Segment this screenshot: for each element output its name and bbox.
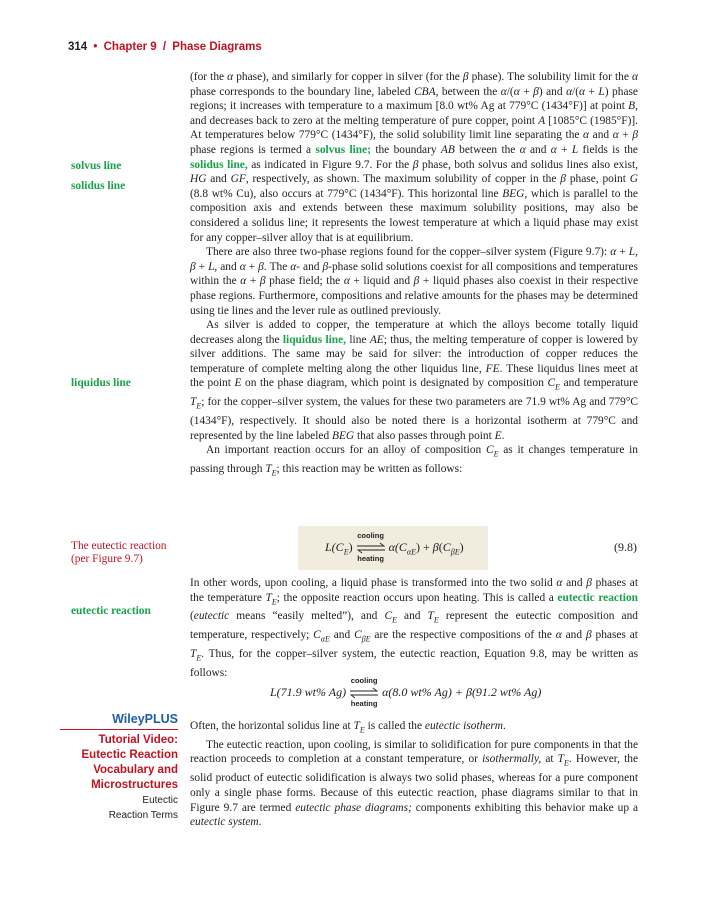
margin-note-eutectic-reaction-2: (per Figure 9.7) — [71, 553, 143, 565]
tutorial-title-3[interactable]: Microstructures — [91, 779, 178, 791]
arrow-label-heating: heating — [357, 554, 384, 564]
reversible-arrow-icon — [356, 531, 386, 564]
paragraph-eutectic-system: The eutectic reaction, upon cooling, is similar to solidification for pure components in that the reaction proceeds to completion at a constant temperature, or isothermally, at $T_E$. However, the solid product of eutectic solidification is always two solid phases, whereas for a pure component only a single phase forms. Because of this eutectic reaction, phase diagrams similar to that in Figure 9.7 are termed eutectic phase diagrams; components exhibiting this behavior make up a eutectic system. — [190, 738, 638, 829]
paragraph-solubility: (for the α phase), and similarly for copper in silver (for the β phase). The solubility limit for the α phase corresponds to the boundary line, labeled CBA, between the α/(α + β) and α/(α + L) phase regions; it increases with temperature to a maximum [8.0 wt% Ag at 779°C (1434°F)] at point B, and decreases back to zero at the melting temperature of pure copper, point A [1085°C (1985°F)]. At temperatures below 779°C (1434°F), the solid solubility limit line separating the α and α + β phase regions is termed a solvus line; the boundary AB between the α and α + L fields is the solidus line, as indicated in Figure 9.7. For the β phase, both solvus and solidus lines also exist, HG and GF, respectively, as shown. The maximum solubility of copper in the β phase, point G (8.8 wt% Cu), also occurs at 779°C (1434°F). This horizontal line BEG, which is parallel to the composition axis and extends between these maximum solubility positions, may also be considered a solidus line; it represents the lowest temperature at which a liquid phase may exist for any copper–silver alloy that is at equilibrium. — [190, 71, 638, 244]
paragraph-isotherm: Often, the horizontal solidus line at $T_E$ is called the eutectic isotherm. — [190, 720, 506, 735]
margin-note-eutectic-term: eutectic reaction — [71, 605, 151, 617]
margin-note-eutectic-reaction-1: The eutectic reaction — [71, 540, 167, 552]
chapter-label: Chapter 9 — [103, 41, 157, 53]
equation-numeric — [270, 676, 542, 709]
eq-numeric-rhs: α(8.0 wt% Ag) + β(91.2 wt% Ag) — [382, 685, 542, 699]
margin-note-solidus: solidus line — [71, 180, 126, 192]
eq-rhs: α(C — [388, 540, 407, 554]
body-text-2 — [190, 576, 638, 681]
arrow-label-heating-2: heating — [350, 699, 378, 709]
chapter-title: Phase Diagrams — [172, 41, 262, 53]
tutorial-subtitle-2[interactable]: Reaction Terms — [108, 810, 178, 821]
eq-lhs: L(C — [325, 540, 344, 554]
eq-numeric-lhs: L(71.9 wt% Ag) — [270, 685, 347, 699]
page-number: 314 — [68, 41, 88, 53]
paragraph-two-phase: There are also three two-phase regions found for the copper–silver system (Figure 9.7): α + L, β + L, and α + β. The α- and β-phase solid solutions coexist for all compositions and temperatures within the α + β phase field; the α + liquid and β + liquid phases also coexist in their respective phase regions. Furthermore, compositions and relative amounts for the phases may be determined using tie lines and the lever rule as outlined previously. — [190, 246, 638, 317]
paragraph-reaction-intro: An important reaction occurs for an alloy of composition $C_E$ as it changes temperature in passing through $T_E$; this reaction may be written as follows: — [190, 444, 638, 478]
tutorial-video-link[interactable]: Tutorial Video: — [98, 734, 178, 746]
body-text-3 — [190, 719, 638, 830]
header-bullet: • — [93, 41, 98, 53]
tutorial-subtitle-1[interactable]: Eutectic — [142, 795, 178, 806]
equation-9-8: $L(C_E)$ cooling heating $\alpha(C_{\alpha E}) + \beta(C_{\beta E})$ — [325, 531, 464, 564]
wileyplus-divider — [60, 729, 178, 730]
wileyplus-logo: WileyPLUS — [112, 712, 178, 726]
header-separator: / — [162, 41, 167, 53]
paragraph-liquidus: As silver is added to copper, the temperature at which the alloys become totally liquid decreases along the liquidus line, line AE; thus, the melting temperature of copper is lowered by silver additions. The same may be said for silver: the introduction of copper reduces the temperature of complete melting along the other liquidus line, FE. These liquidus lines meet at the point E on the phase diagram, which point is designated by composition $C_E$ and temperature $T_E$; for the copper–silver system, the values for these two parameters are 71.9 wt% Ag and 779°C (1434°F), respectively. It should also be noted there is a horizontal isotherm at 779°C and represented by the line labeled BEG that also passes through point E. — [190, 319, 639, 442]
arrow-label-cooling: cooling — [357, 531, 384, 541]
margin-note-solvus: solvus line — [71, 160, 122, 172]
equation-number-9-8: (9.8) — [614, 540, 637, 554]
body-text — [190, 70, 638, 481]
margin-note-liquidus: liquidus line — [71, 377, 131, 389]
tutorial-title-1[interactable]: Eutectic Reaction — [81, 749, 178, 761]
arrow-label-cooling-2: cooling — [350, 676, 378, 686]
wileyplus-sidebar[interactable] — [60, 712, 178, 823]
running-header — [68, 41, 265, 59]
reversible-arrow-icon-2 — [349, 676, 379, 709]
paragraph-eutectic-definition: In other words, upon cooling, a liquid phase is transformed into the two solid α and β phases at the temperature $T_E$; the opposite reaction occurs upon heating. This is called a eutectic reaction (eutectic means “easily melted”), and $C_E$ and $T_E$ represent the eutectic composition and temperature, respectively; $C_{\alpha E}$ and $C_{\beta E}$ are the respective compositions of the α and β phases at $T_E$. Thus, for the copper–silver system, the eutectic reaction, Equation 9.8, may be written as follows: — [190, 577, 638, 680]
tutorial-title-2[interactable]: Vocabulary and — [93, 764, 178, 776]
